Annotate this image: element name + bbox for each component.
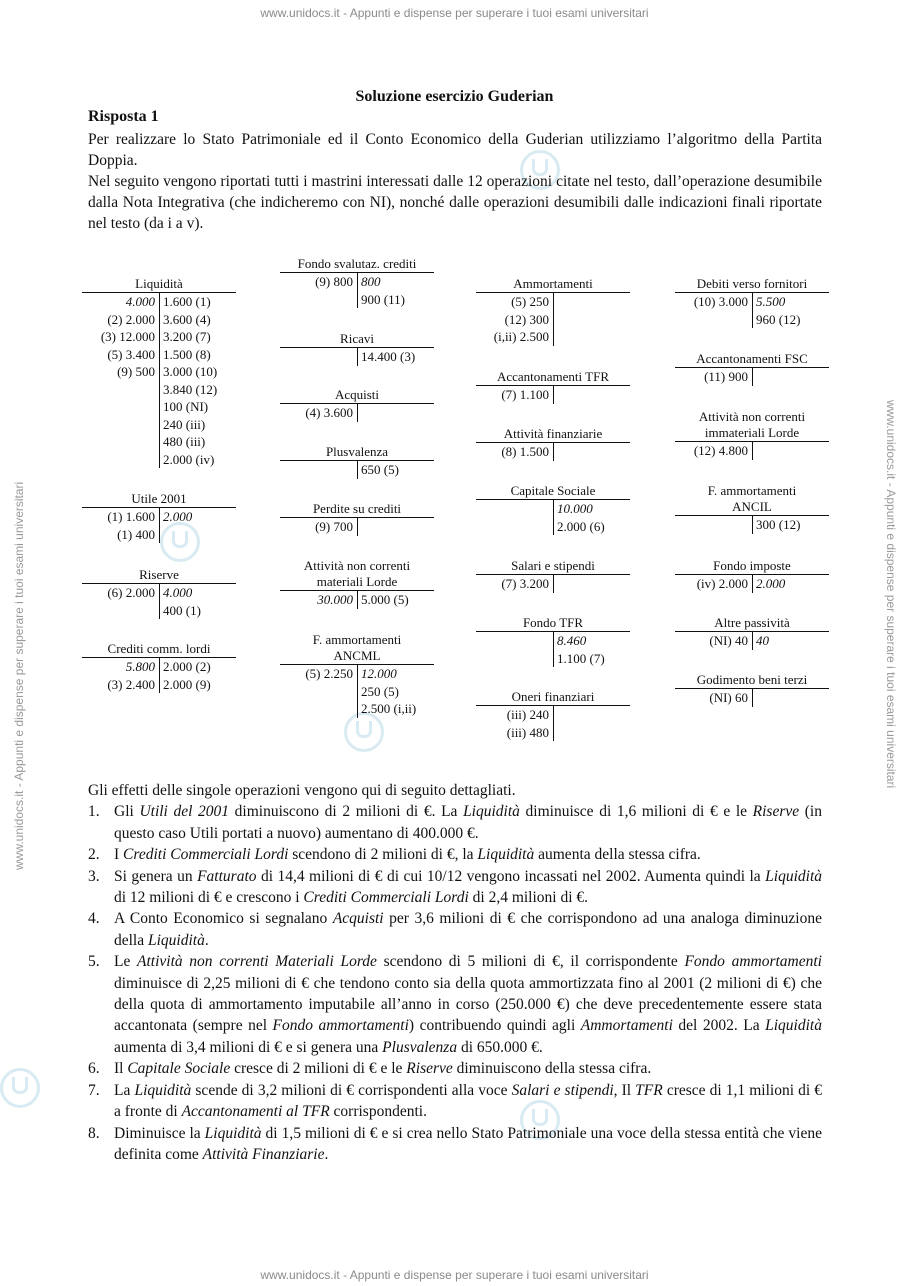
debit-entry: (11) 900 — [704, 369, 748, 384]
account-utile — [82, 491, 236, 543]
account-godimento — [675, 672, 829, 707]
debit-column — [675, 689, 752, 707]
detail-number: 2. — [88, 846, 100, 864]
detail-text: scende di 3,2 milioni di € corrispondenti alla voce — [191, 1081, 512, 1099]
account-title: Salari e stipendi — [511, 558, 595, 573]
credit-column — [159, 584, 236, 619]
credit-column — [752, 632, 829, 650]
detail-number: 3. — [88, 867, 100, 885]
detail-emphasis: Liquidità — [463, 803, 520, 821]
account-body — [476, 292, 630, 346]
detail-text: A Conto Economico si segnalano — [114, 910, 333, 928]
account-attfin — [476, 426, 630, 461]
intro-text — [88, 129, 822, 234]
detail-text: di 2,4 milioni di €. — [468, 889, 589, 907]
account-title: F. ammortamenti — [707, 483, 797, 498]
detail-text: diminuiscono di 2 milioni di €. La — [229, 803, 464, 821]
detail-item — [88, 801, 822, 844]
debit-entry: (iii) 240 — [506, 707, 549, 722]
credit-entry: 3.600 (4) — [163, 311, 211, 327]
account-title: Liquidità — [135, 276, 183, 291]
credit-column — [553, 706, 630, 741]
debit-entry: (9) 500 — [117, 364, 155, 379]
credit-column — [752, 442, 829, 460]
account-title: Fondo imposte — [713, 558, 791, 573]
account-title: Accantonamenti FSC — [696, 351, 808, 366]
debit-entry: (2) 2.000 — [107, 311, 155, 327]
detail-text: . — [204, 931, 209, 949]
detail-text: per 3,6 milioni di € che corrispondono ad una analoga diminuzione della — [114, 910, 822, 949]
debit-column — [675, 442, 752, 460]
account-fondoimp — [675, 558, 829, 593]
account-body — [675, 441, 829, 460]
credit-column — [553, 632, 630, 667]
detail-text: di 12 milioni di € e crescono i — [114, 889, 304, 907]
debit-column — [675, 293, 752, 328]
credit-column — [159, 658, 236, 693]
detail-emphasis: Ammortamenti — [580, 1017, 673, 1035]
account-title: ANCIL — [732, 499, 772, 514]
detail-text: di 650.000 €. — [457, 1038, 543, 1056]
debit-entry: (i,ii) 2.500 — [493, 329, 549, 344]
account-plusvalenza — [280, 444, 434, 479]
detail-emphasis: Riserve — [406, 1060, 453, 1078]
debit-entry: (3) 2.400 — [107, 676, 155, 692]
credit-column — [752, 689, 829, 707]
credit-entry: 5.000 (5) — [361, 592, 409, 607]
account-body — [280, 272, 434, 308]
detail-text: La — [114, 1081, 135, 1099]
account-liquidita — [82, 276, 236, 468]
detail-text: Diminuisce la — [114, 1124, 205, 1142]
credit-entry: 8.460 — [557, 633, 587, 648]
debit-entry: (NI) 60 — [709, 690, 748, 705]
detail-emphasis: Liquidità — [204, 1124, 262, 1142]
account-riserve — [82, 567, 236, 619]
debit-column — [476, 293, 553, 346]
detail-text: diminuisce di 1,6 milioni di € e le — [519, 803, 753, 821]
credit-column — [357, 518, 434, 536]
detail-emphasis: Acquisti — [332, 910, 384, 928]
detail-text: Il — [114, 1060, 128, 1078]
detail-text: . — [324, 1145, 329, 1163]
credit-entry: 100 (NI) — [163, 399, 209, 414]
debit-column — [675, 516, 752, 534]
debit-column — [675, 575, 752, 593]
debit-entry: (12) 300 — [504, 311, 549, 327]
credit-column — [357, 591, 434, 609]
intro-paragraph: Nel seguito vengono riportati tutti i mastrini interessati dalle 12 operazioni citate nel testo, dall’operazione desumibile dalla Nota Integrativa (che indicheremo con NI), nonché dalle operazioni desumibili dalle indicazioni finali riportate nel testo (da i a v). — [88, 173, 822, 232]
account-title: Attività finanziarie — [503, 426, 603, 441]
debit-entry: (iv) 2.000 — [696, 576, 748, 591]
credit-entry: 1.600 (1) — [163, 294, 211, 309]
detail-item — [88, 1123, 822, 1166]
debit-column — [476, 632, 553, 667]
detail-number: 8. — [88, 1124, 100, 1142]
credit-column — [553, 500, 630, 535]
debit-entry: (7) 1.100 — [501, 387, 549, 402]
debit-entry: (8) 1.500 — [501, 444, 549, 459]
detail-emphasis: Plusvalenza — [382, 1038, 458, 1056]
detail-text: scendono di 2 milioni di €, la — [288, 846, 478, 864]
debit-column — [476, 500, 553, 535]
debit-entry: (3) 12.000 — [100, 329, 155, 344]
account-title: Crediti comm. lordi — [107, 641, 211, 656]
detail-item — [88, 951, 822, 1058]
detail-text: aumenta della stessa cifra. — [534, 846, 701, 864]
detail-text: Si genera un — [114, 867, 198, 885]
credit-entry: 2.000 (6) — [557, 518, 605, 534]
account-body — [82, 292, 236, 468]
details-intro: Gli effetti delle singole operazioni vengono qui di seguito dettagliati. — [88, 782, 516, 799]
credit-entry: 800 — [361, 274, 381, 289]
credit-entry: 240 (iii) — [163, 416, 206, 432]
account-title: Perdite su crediti — [312, 501, 402, 516]
debit-entry: (4) 3.600 — [305, 405, 353, 420]
account-fondotfr — [476, 615, 630, 667]
debit-entry: (7) 3.200 — [501, 576, 549, 591]
account-altrepass — [675, 615, 829, 650]
detail-text: (in questo caso Utili portati a nuovo) aumentano di 400.000 €. — [114, 803, 822, 842]
credit-column — [752, 575, 829, 593]
detail-text: , Il — [613, 1081, 636, 1099]
credit-entry: 40 — [756, 633, 769, 648]
account-body — [675, 631, 829, 650]
debit-column — [82, 293, 159, 468]
debit-column — [280, 591, 357, 609]
account-oneri — [476, 689, 630, 741]
credit-entry: 3.840 (12) — [163, 381, 218, 397]
account-body — [280, 460, 434, 479]
debit-entry: (9) 700 — [315, 519, 353, 534]
detail-emphasis: Attività Finanziarie — [202, 1145, 325, 1163]
account-title: Attività non correnti — [698, 409, 806, 424]
detail-number: 6. — [88, 1060, 100, 1078]
detail-emphasis: Liquidità — [765, 1017, 822, 1035]
account-body — [675, 574, 829, 593]
detail-emphasis: Fondo ammortamenti — [684, 953, 822, 971]
debit-entry: (5) 250 — [511, 294, 549, 309]
watermark-right: www.unidocs.it - Appunti e dispense per superare i tuoi esami universitari — [884, 400, 898, 789]
account-body — [280, 590, 434, 609]
detail-number: 7. — [88, 1081, 100, 1099]
credit-column — [357, 273, 434, 308]
account-body — [280, 347, 434, 366]
account-body — [82, 657, 236, 693]
detail-text: di 1,5 milioni di € e si crea nello Stato Patrimoniale una voce della stessa entità che viene definita come — [114, 1124, 822, 1163]
account-title: Fondo svalutaz. crediti — [297, 256, 417, 271]
detail-emphasis: Liquidità — [477, 846, 535, 864]
detail-item — [88, 908, 822, 951]
account-debiti — [675, 276, 829, 328]
debit-column — [675, 632, 752, 650]
detail-emphasis: Crediti Commerciali Lordi — [303, 889, 469, 907]
page-title: Soluzione esercizio Guderian — [355, 88, 554, 105]
debit-column — [82, 658, 159, 693]
credit-column — [159, 508, 236, 543]
debit-entry: (9) 800 — [315, 274, 353, 289]
operations-details — [88, 780, 822, 1165]
account-body — [280, 517, 434, 536]
credit-column — [553, 386, 630, 404]
account-body — [82, 583, 236, 619]
debit-entry: 30.000 — [317, 592, 353, 607]
credit-entry: 14.400 (3) — [361, 349, 416, 364]
debit-entry: (1) 1.600 — [107, 509, 155, 524]
account-perdite — [280, 501, 434, 536]
credit-entry: 3.200 (7) — [163, 329, 211, 344]
debit-entry: 5.800 — [125, 659, 155, 674]
debit-column — [280, 518, 357, 536]
credit-column — [553, 293, 630, 346]
detail-text: Le — [114, 953, 138, 971]
debit-column — [280, 404, 357, 422]
credit-entry: 3.000 (10) — [163, 364, 218, 379]
account-title: Godimento beni terzi — [696, 672, 808, 687]
credit-column — [357, 461, 434, 479]
account-body — [675, 367, 829, 386]
account-body — [675, 292, 829, 328]
account-title: Attività non correnti — [303, 558, 411, 573]
account-ancil — [675, 483, 829, 534]
detail-text: cresce di 1,1 milioni di € a fronte di — [114, 1081, 823, 1121]
debit-entry: (5) 2.250 — [305, 666, 353, 681]
account-acctfr — [476, 369, 630, 404]
detail-text: ) contribuendo quindi agli — [408, 1017, 581, 1035]
credit-entry: 2.500 (i,ii) — [361, 701, 417, 716]
detail-text: I — [114, 846, 124, 864]
credit-entry: 900 (11) — [361, 291, 405, 307]
debit-column — [476, 575, 553, 593]
debit-column — [280, 461, 357, 479]
debit-entry: (5) 3.400 — [107, 346, 155, 362]
detail-emphasis: Utili del 2001 — [139, 803, 230, 821]
credit-entry: 400 (1) — [163, 602, 201, 618]
credit-column — [553, 443, 630, 461]
credit-entry: 2.000 (iv) — [163, 451, 215, 467]
debit-entry: (NI) 40 — [709, 633, 748, 648]
account-title: Plusvalenza — [325, 444, 389, 459]
debit-entry: (10) 3.000 — [693, 294, 748, 309]
account-title: ANCML — [333, 648, 381, 663]
credit-entry: 4.000 — [163, 585, 193, 600]
account-accfsc — [675, 351, 829, 386]
account-title: immateriali Lorde — [704, 425, 800, 440]
watermark-left: www.unidocs.it - Appunti e dispense per superare i tuoi esami universitari — [12, 481, 26, 870]
credit-column — [357, 665, 434, 718]
account-body — [476, 631, 630, 667]
credit-entry: 12.000 — [361, 666, 397, 681]
detail-item — [88, 866, 822, 909]
credit-entry: 480 (iii) — [163, 434, 206, 449]
detail-text: aumenta di 3,4 milioni di € e si genera una — [114, 1038, 383, 1056]
credit-entry: 2.000 — [756, 576, 786, 591]
debit-entry: (12) 4.800 — [693, 443, 748, 458]
account-title: Accantonamenti TFR — [496, 369, 610, 384]
account-title: Fondo TFR — [522, 615, 584, 630]
account-title: F. ammortamenti — [312, 632, 402, 647]
account-title: materiali Lorde — [316, 574, 398, 589]
debit-column — [476, 706, 553, 741]
debit-column — [675, 368, 752, 386]
debit-column — [476, 386, 553, 404]
account-body — [476, 442, 630, 461]
detail-emphasis: Riserve — [752, 803, 800, 821]
credit-entry: 1.500 (8) — [163, 346, 211, 362]
account-body — [476, 499, 630, 535]
account-title: Capitale Sociale — [510, 483, 596, 498]
credit-entry: 250 (5) — [361, 683, 399, 699]
debit-column — [82, 584, 159, 619]
detail-item — [88, 1080, 822, 1123]
credit-entry: 2.000 — [163, 509, 193, 524]
detail-text: cresce di 2 milioni di € e le — [230, 1060, 407, 1078]
account-title: Altre passività — [714, 615, 790, 630]
account-title: Oneri finanziari — [511, 689, 595, 704]
debit-entry: (6) 2.000 — [107, 585, 155, 600]
credit-entry: 300 (12) — [756, 517, 801, 532]
debit-column — [476, 443, 553, 461]
account-ricavi — [280, 331, 434, 366]
detail-emphasis: Accantonamenti al TFR — [181, 1103, 330, 1121]
detail-emphasis: Liquidità — [134, 1081, 192, 1099]
credit-column — [553, 575, 630, 593]
detail-emphasis: Liquidità — [148, 931, 205, 949]
account-capsoc — [476, 483, 630, 535]
account-body — [82, 507, 236, 543]
account-body — [476, 705, 630, 741]
account-title: Ammortamenti — [513, 276, 593, 291]
account-body — [675, 688, 829, 707]
account-title: Ricavi — [340, 331, 374, 346]
detail-emphasis: Attività non correnti Materiali Lorde — [137, 953, 377, 971]
credit-column — [752, 293, 829, 328]
credit-entry: 10.000 — [557, 501, 593, 516]
watermark-bottom: www.unidocs.it - Appunti e dispense per superare i tuoi esami universitari — [260, 1268, 649, 1282]
account-title: Riserve — [139, 567, 179, 582]
account-fondosval — [280, 256, 434, 308]
account-title: Utile 2001 — [131, 491, 187, 506]
credit-entry: 2.000 (9) — [163, 676, 211, 692]
debit-column — [280, 665, 357, 718]
account-body — [476, 385, 630, 404]
credit-column — [159, 293, 236, 468]
credit-column — [357, 404, 434, 422]
detail-text: scendono di 5 milioni di €, il corrispondente — [376, 953, 685, 971]
unidocs-logo-icon — [344, 712, 384, 752]
detail-number: 1. — [88, 803, 100, 821]
detail-emphasis: TFR — [635, 1081, 663, 1099]
unidocs-logo-icon — [0, 1068, 40, 1108]
account-body — [476, 574, 630, 593]
debit-entry: (iii) 480 — [506, 724, 549, 740]
detail-number: 5. — [88, 953, 100, 971]
account-body — [280, 664, 434, 718]
details-list — [88, 801, 822, 1165]
detail-emphasis: Crediti Commerciali Lordi — [123, 846, 289, 864]
detail-number: 4. — [88, 910, 100, 928]
account-body — [675, 515, 829, 534]
detail-text: diminuisce di 2,25 milioni di € che tendono conto sia della quota ammortizzata fino al 2001 (2 milioni di €) che della quota di ammortamento imputabile all’anno in corso (250.000 €) che deve precedentemente essere stata accantonata (sempre nel — [114, 974, 822, 1035]
debit-entry: (1) 400 — [117, 526, 155, 542]
account-salari — [476, 558, 630, 593]
detail-emphasis: Fatturato — [197, 867, 257, 885]
detail-text: Gli — [114, 803, 140, 821]
credit-entry: 960 (12) — [756, 311, 801, 327]
account-body — [280, 403, 434, 422]
detail-text: di 14,4 milioni di € di cui 10/12 vengono incassati nel 2002. Aumenta quindi la — [256, 867, 766, 885]
credit-column — [752, 516, 829, 534]
account-title: Acquisti — [334, 387, 380, 402]
account-attmat — [280, 558, 434, 609]
account-title: Debiti verso fornitori — [696, 276, 808, 291]
detail-emphasis: Fondo ammortamenti — [272, 1017, 409, 1035]
account-acquisti — [280, 387, 434, 422]
detail-text: diminuiscono della stessa cifra. — [452, 1060, 652, 1078]
detail-item — [88, 844, 822, 865]
credit-entry: 650 (5) — [361, 462, 399, 477]
credit-entry: 2.000 (2) — [163, 659, 211, 674]
detail-text: del 2002. La — [672, 1017, 766, 1035]
account-ammortamenti — [476, 276, 630, 346]
detail-text: corrispondenti. — [329, 1103, 427, 1121]
debit-column — [82, 508, 159, 543]
account-attimm — [675, 409, 829, 460]
detail-emphasis: Capitale Sociale — [127, 1060, 231, 1078]
debit-column — [280, 348, 357, 366]
debit-column — [280, 273, 357, 308]
debit-entry: 4.000 — [125, 294, 155, 309]
detail-emphasis: Liquidità — [765, 867, 823, 885]
credit-entry: 5.500 — [756, 294, 786, 309]
watermark-top: www.unidocs.it - Appunti e dispense per superare i tuoi esami universitari — [260, 6, 649, 20]
credit-column — [357, 348, 434, 366]
account-ancml — [280, 632, 434, 718]
intro-paragraph: Per realizzare lo Stato Patrimoniale ed il Conto Economico della Guderian utilizziamo l’algoritmo della Partita Doppia. — [88, 131, 822, 169]
section-heading: Risposta 1 — [88, 108, 159, 125]
detail-emphasis: Salari e stipendi — [511, 1081, 614, 1099]
credit-entry: 1.100 (7) — [557, 650, 605, 666]
credit-column — [752, 368, 829, 386]
account-crediti — [82, 641, 236, 693]
detail-item — [88, 1058, 822, 1079]
